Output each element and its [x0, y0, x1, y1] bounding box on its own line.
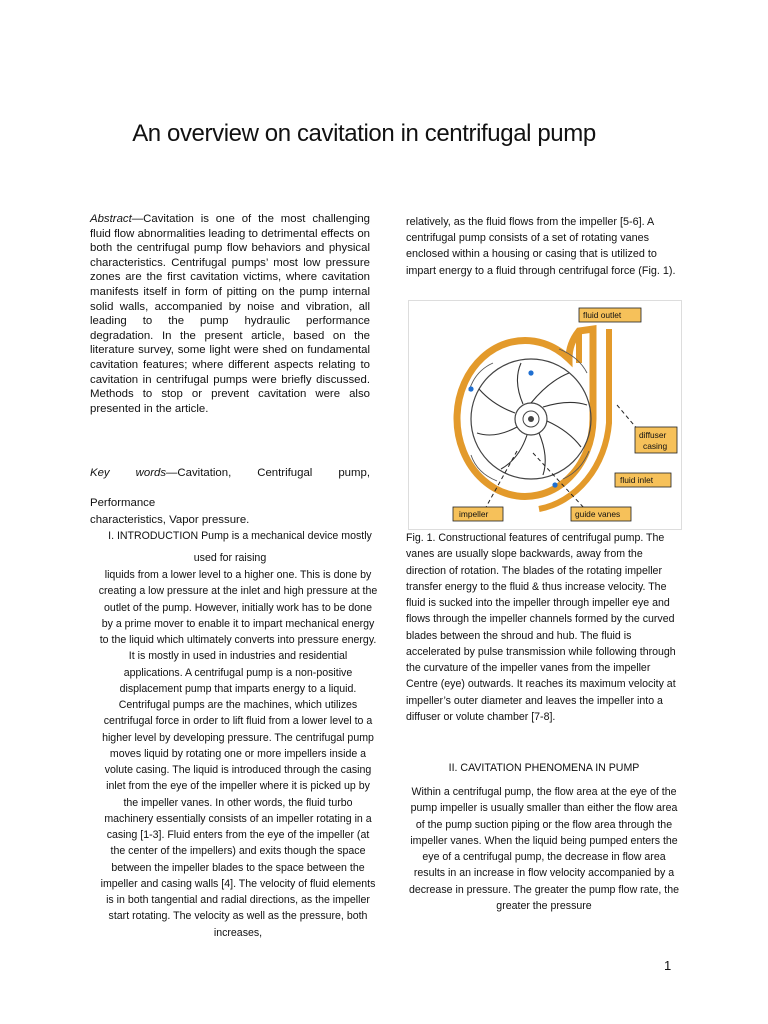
introduction-heading: I. INTRODUCTION Pump is a mechanical device mostly — [108, 530, 372, 542]
volute-casing — [457, 329, 593, 496]
keywords-label: Key words — [90, 467, 167, 479]
impeller-label: impeller — [459, 509, 489, 519]
keywords — [90, 466, 370, 481]
section-2-heading: II. CAVITATION PHENOMENA IN PUMP — [448, 762, 640, 774]
keywords-text: Cavitation, Centrifugal pump, — [177, 467, 370, 479]
guide-vane-curves — [469, 349, 589, 481]
pump-diagram — [409, 301, 681, 529]
flow-dot-1 — [468, 386, 473, 391]
abstract-dash: — — [131, 213, 144, 225]
abstract-text: Cavitation is one of the most challenging fluid flow abnormalities leading to detrimental effects on both the centrifugal pump flow behaviors and physical characteristics. Centrifugal pumps’ most low pressure zones are the first cavitation victims, where cavitation manifests itself in form of pitting on the pump internal solid walls, accompanied by noise and vibration, all leading to the pump hydraulic performance degradation. In the present article, based on the literature survey, some light were shed on fundamental cavitation features; where different aspects relating to cavitation in centrifugal pumps were briefly discussed. Methods to stop or prevent cavitation were also presented in the article. — [90, 213, 370, 415]
figure-caption: Fig. 1. Constructional features of centrifugal pump. The vanes are usually slope backwards, away from the direction of rotation. The blades of the rotating impeller transfer energy to the fluid & thus increase velocity. The fluid is sucked into the impeller through impeller eye and flows through the impeller channels formed by the curved blades between the shroud and hub. The fluid is accelerated by pulse transmission while following through the curvature of the impeller vanes from the impeller Centre (eye) outwards. It reaches its maximum velocity at impeller’s outer diameter and leaves the impeller into a diffuser or volute chamber [7-8]. — [406, 532, 676, 723]
casing-label: casing — [643, 441, 668, 451]
impeller-shaft — [528, 416, 534, 422]
diffuser-label: diffuser — [639, 430, 667, 440]
section-2-body: Within a centrifugal pump, the flow area at the eye of the pump impeller is usually smaller than either the flow area of the pump suction piping or the flow area through the impeller vanes. When the liquid being pumped enters the eye of a centrifugal pump, the decrease in flow area results in an increase in flow velocity accompanied by a decrease in pressure. The greater the pump flow rate, the greater the pressure — [408, 786, 680, 912]
flow-dot-2 — [528, 370, 533, 375]
page-number: 1 — [664, 958, 672, 973]
fluid-outlet-label: fluid outlet — [583, 310, 622, 320]
introduction-body: liquids from a lower level to a higher one. This is done by creating a low pressure at the inlet and high pressure at the outlet of the pump. However, initially work has to be done by a prime mover to enable it to impart mechanical energy to the liquid which ultimately converts into pressure energy. It is mostly in used in industries and residential applications. A centrifugal pump is a non-positive displacement pump that imparts energy to a liquid. Centrifugal pumps are the machines, which utilizes centrifugal force in order to lift fluid from a lower level to a higher level by developing pressure. The centrifugal pump moves liquid by rotating one or more impellers inside a volute casing. The liquid is introduced through the casing inlet from the eye of the impeller where it is picked up by the impeller vanes. In other words, the fluid turbo machinery essentially consists of an impeller rotating in a casing [1-3]. Fluid enters from the eye of the impeller (at the center of the impellers) and exits though the space between the impeller blades to the space between the impeller and casing walls [4]. The velocity of fluid elements is in both tangential and radial directions, as the impeller start rotating. The velocity as well as the pressure, both increases, — [98, 569, 378, 939]
paper-title: An overview on cavitation in centrifugal pump — [132, 120, 596, 147]
outlet-pipe — [539, 329, 609, 509]
keywords-line3: characteristics, Vapor pressure. — [90, 514, 250, 526]
pump-figure — [408, 300, 682, 530]
guide-vanes-label: guide vanes — [575, 509, 621, 519]
flow-dot-3 — [552, 482, 557, 487]
keywords-dash: — — [166, 467, 178, 479]
abstract-label: Abstract — [90, 213, 132, 225]
introduction-used-for: used for raising — [193, 552, 267, 564]
keywords-line2: Performance — [90, 497, 156, 509]
right-column-intro: relatively, as the fluid flows from the impeller [5-6]. A centrifugal pump consists of a set of rotating vanes enclosed within a housing or casing that is utilized to impart energy to a fluid through centrifugal force (Fig. 1). — [406, 216, 676, 277]
abstract — [90, 212, 370, 416]
fluid-inlet-label: fluid inlet — [620, 475, 654, 485]
